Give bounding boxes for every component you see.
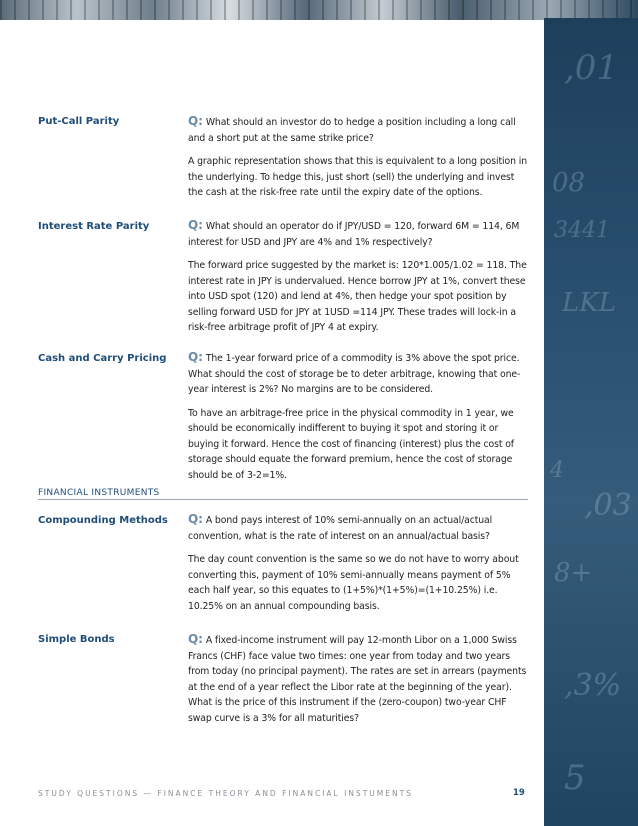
answer-text: To have an arbitrage-free price in the physical commodity in 1 year, we should be economically indifferent to buying it spot and storing it or buying it forward. Hence the cost of financing (interest) plus the cost of storage should equate the forward premium, hence the cost of storage should be of 3-2=1%.	[188, 407, 514, 481]
topic-label: Compounding Methods	[38, 515, 168, 526]
question-text: Q: A fixed-income instrument will pay 12-month Libor on a 1,000 Swiss Francs (CHF) face value two times: one year from today and two years from today (no principal payment). The rates are set in arrears (payments at the end of a year reflect the Libor rate at the beginning of the year). What is the price of this instrument if the (zero-coupon) two-year CHF swap curve is a 3% for all maturities?	[188, 632, 527, 724]
q-marker: Q:	[188, 632, 203, 646]
question-text: Q: What should an operator do if JPY/USD = 120, forward 6M = 114, 6M interest for USD and JPY are 4% and 1% respectively?	[188, 218, 520, 248]
question-text: Q: A bond pays interest of 10% semi-annually on an actual/actual convention, what is the rate of interest on an annual/actual basis?	[188, 512, 493, 542]
sidebar-photo: ,01 08 3441 LKL 4 ,03 8+ ,3% 5	[544, 18, 638, 826]
qa-body	[188, 350, 528, 491]
q-marker: Q:	[188, 350, 203, 364]
topic-label: Interest Rate Parity	[38, 221, 150, 232]
qa-body	[188, 114, 528, 209]
topic-label: Simple Bonds	[38, 634, 115, 645]
answer-text: The day count convention is the same so we do not have to worry about converting this, payment of 10% semi-annually means payment of 5% each half year, so this equates to (1+5%)*(1+5%)=(1+10.25%) i.e. 10.25% on an annual compounding basis.	[188, 554, 519, 612]
answer-text: The forward price suggested by the market is: 120*1.005/1.02 = 118. The interest rate in JPY is undervalued. Hence borrow JPY at 1%, convert these into USD spot (120) and lend at 4%, then hedge your spot position by selling forward USD for JPY at 1USD =114 JPY. These trades will lock-in a risk-free arbitrage profit of JPY 4 at expiry.	[188, 260, 527, 333]
footer-text: STUDY QUESTIONS — FINANCE THEORY AND FINANCIAL INSTUMENTS	[38, 789, 413, 798]
question-text: Q: The 1-year forward price of a commodity is 3% above the spot price. What should the cost of storage be to deter arbitrage, knowing that one-year interest is 2%? No margins are to be considered.	[188, 350, 521, 395]
question-text: Q: What should an investor do to hedge a position including a long call and a short put at the same strike price?	[188, 114, 516, 144]
q-marker: Q:	[188, 512, 203, 526]
topic-label: Put-Call Parity	[38, 116, 120, 127]
topic-label: Cash and Carry Pricing	[38, 353, 167, 364]
header-photo-band	[0, 0, 638, 20]
q-marker: Q:	[188, 218, 203, 232]
qa-body	[188, 632, 528, 734]
page-number: 19	[513, 788, 525, 798]
q-marker: Q:	[188, 114, 203, 128]
qa-body	[188, 218, 528, 344]
answer-text: A graphic representation shows that this is equivalent to a long position in the underlying. To hedge this, just short (sell) the underlying and invest the cash at the risk-free rate until the expiry date of the options.	[188, 156, 527, 198]
qa-body	[188, 512, 528, 622]
section-heading: FINANCIAL INSTRUMENTS	[38, 488, 528, 500]
